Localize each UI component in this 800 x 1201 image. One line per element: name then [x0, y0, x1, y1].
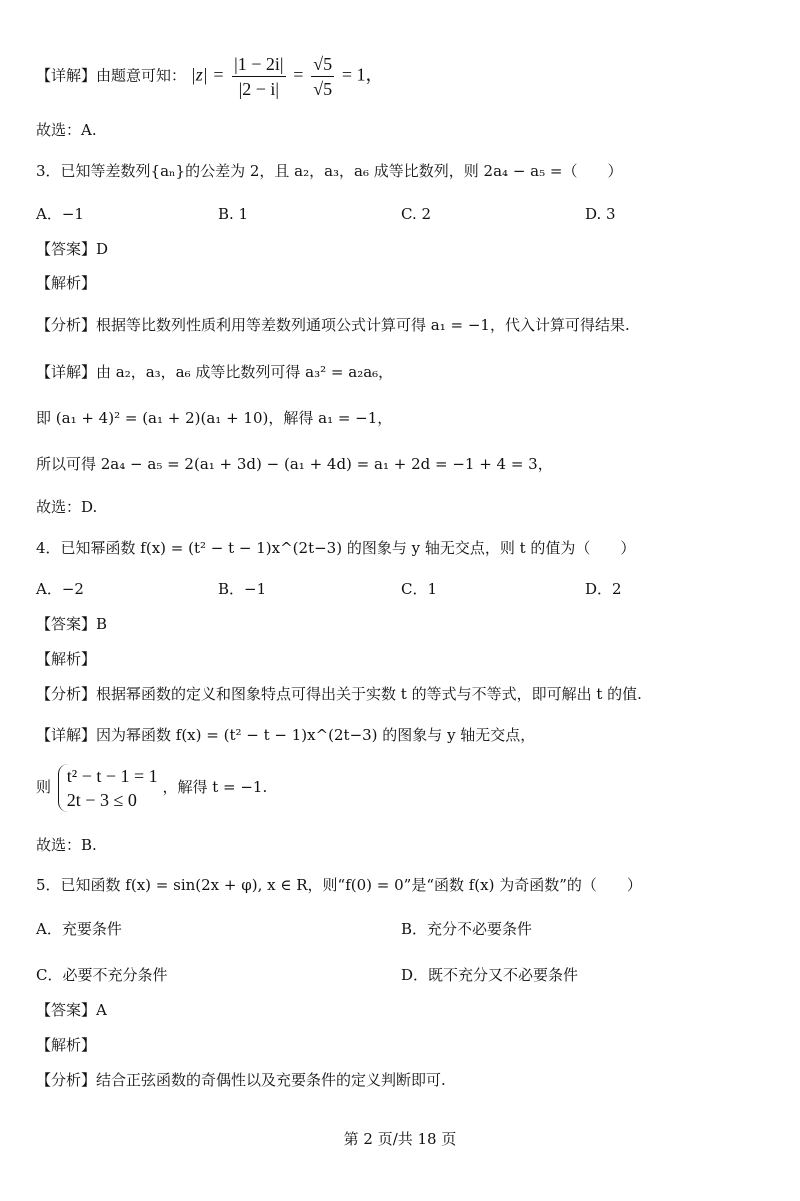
- q4-answer: 【答案】B: [36, 615, 108, 633]
- q2-detail: 【详解】由题意可知： |z| = $\frac{|1 - 2i|}{|2 - i|}$ = $\frac{√5}{√5}$ = 1，: [36, 54, 384, 99]
- q4-option-b: B．−1: [218, 580, 267, 598]
- q4-option-c: C．1: [401, 580, 438, 598]
- q3-stem: 3．已知等差数列{aₙ}的公差为 2，且 a₂，a₃，a₆ 成等比数列，则 2a₄ − a₅ =（ ）: [36, 162, 623, 180]
- q5-option-d: D．既不充分又不必要条件: [401, 966, 579, 984]
- q2-choice: 故选：A.: [36, 121, 97, 139]
- q3-detail-1: 【详解】由 a₂，a₃，a₆ 成等比数列可得 a₃² = a₂a₆，: [36, 363, 394, 381]
- q4-stem: 4．已知幂函数 f(x) = (t² − t − 1)x^(2t−3) 的图象与 y 轴无交点，则 t 的值为（ ）: [36, 539, 636, 557]
- q4-option-d: D．2: [585, 580, 622, 598]
- q3-detail-3: 所以可得 2a₄ − a₅ = 2(a₁ + 3d) − (a₁ + 4d) = a₁ + 2d = −1 + 4 = 3，: [36, 455, 553, 473]
- q4-analysis-label: 【解析】: [36, 650, 97, 668]
- q3-answer: 【答案】D: [36, 240, 109, 258]
- q4-system-eq-1: t² − t − 1 = 1: [66, 766, 158, 786]
- q5-answer: 【答案】A: [36, 1001, 107, 1019]
- q5-analysis-label: 【解析】: [36, 1036, 97, 1054]
- q4-option-a: A．−2: [36, 580, 84, 598]
- q5-option-a: A．充要条件: [36, 920, 122, 938]
- q2-fraction-2: $\frac{√5}{√5}$: [313, 54, 333, 99]
- q3-option-b: B. 1: [218, 205, 249, 223]
- q4-detail-1: 【详解】因为幂函数 f(x) = (t² − t − 1)x^(2t−3) 的图象与 y 轴无交点，: [36, 726, 536, 744]
- q5-option-b: B．充分不必要条件: [401, 920, 533, 938]
- q4-choice: 故选：B.: [36, 836, 97, 854]
- q2-fraction-1: $\frac{|1 - 2i|}{|2 - i|}$: [234, 54, 284, 99]
- page-footer: 第 2 页/共 18 页: [343, 1130, 457, 1148]
- q5-stem: 5．已知函数 f(x) = sin(2x + φ), x ∈ R，则“f(0) = 0”是“函数 f(x) 为奇函数”的（ ）: [36, 876, 642, 894]
- q4-analysis: 【分析】根据幂函数的定义和图象特点可得出关于实数 t 的等式与不等式，即可解出 t 的值.: [36, 685, 642, 703]
- q4-detail-2: 则 t² − t − 1 = 1 2t − 3 ≤ 0 ，解得 t = −1.: [36, 766, 268, 810]
- q5-analysis: 【分析】结合正弦函数的奇偶性以及充要条件的定义判断即可.: [36, 1071, 446, 1089]
- q3-option-c: C. 2: [401, 205, 432, 223]
- q3-analysis-label: 【解析】: [36, 274, 97, 292]
- q3-detail-2: 即 (a₁ + 4)² = (a₁ + 2)(a₁ + 10)，解得 a₁ = −1，: [36, 409, 393, 427]
- q3-choice: 故选：D.: [36, 498, 98, 516]
- q4-system-eq-2: 2t − 3 ≤ 0: [66, 790, 137, 810]
- q4-equation-system: [58, 764, 158, 812]
- q3-option-a: A．−1: [36, 205, 84, 223]
- q3-option-d: D. 3: [585, 205, 616, 223]
- q5-option-c: C．必要不充分条件: [36, 966, 168, 984]
- q3-analysis: 【分析】根据等比数列性质利用等差数列通项公式计算可得 a₁ = −1，代入计算可得结果.: [36, 316, 630, 334]
